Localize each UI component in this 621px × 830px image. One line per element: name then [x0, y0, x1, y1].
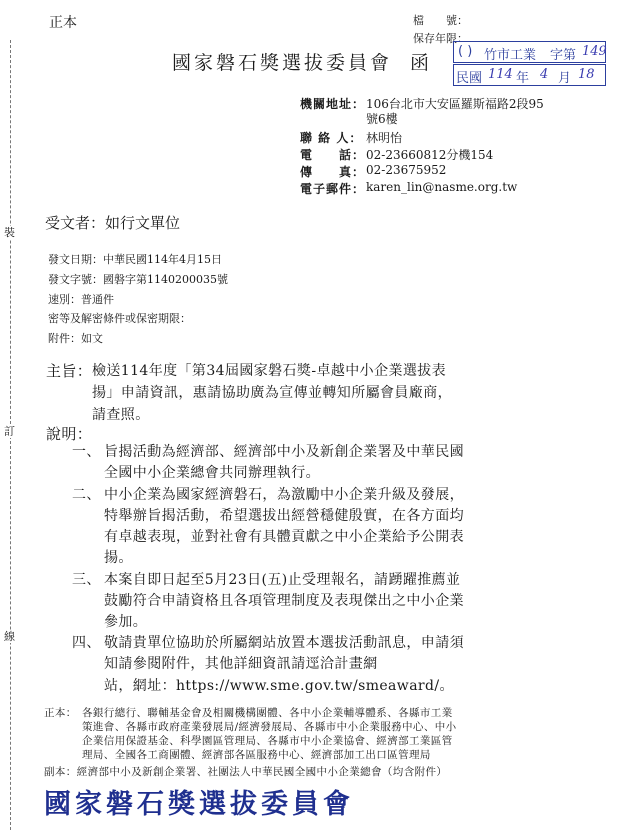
item-line: 敬請貴單位協助於所屬網站放置本選拔活動訊息，申請須	[104, 635, 464, 651]
item-number: 一、	[72, 444, 101, 460]
subject-label: 主旨：	[46, 362, 93, 380]
binding-mark-zhuang: 裝	[4, 226, 15, 239]
contact-person-value: 林明怡	[366, 131, 403, 145]
address-value-line1: 106台北市大安區羅斯福路2段95	[366, 97, 544, 111]
fax-label: 傳 真：	[300, 165, 366, 179]
item-line: 特舉辦旨揭活動，希望選拔出經營穩健殷實，在各方面均	[104, 508, 464, 524]
stamp-year-unit: 年	[516, 71, 530, 86]
retention-label: 保存年限：	[413, 32, 468, 45]
receipt-stamp-row2	[453, 64, 606, 86]
item-number: 二、	[72, 487, 101, 503]
copy-label: 正本	[49, 15, 77, 31]
item-line: 知請參閱附件，其他詳細資訊請逕洽計畫網	[104, 656, 378, 672]
item-line: 鼓勵符合申請資格且各項管理制度及表現傑出之中小企業	[104, 593, 464, 609]
distribution-line: 理局、全國各工商團體、經濟部各區服務中心、經濟部加工出口區管理局	[82, 749, 431, 761]
cc-line: 副本：經濟部中小及新創企業署、社團法人中華民國全國中小企業總會（均含附件）	[44, 766, 448, 778]
stamp-month: 4	[540, 67, 549, 82]
address-value-line2: 號6樓	[366, 112, 398, 126]
issue-date: 發文日期：中華民國114年4月15日	[48, 253, 222, 266]
item-line: 站，網址：https://www.sme.gov.tw/smeaward/。	[104, 678, 454, 694]
item-line: 有卓越表現，並對社會有具體貢獻之中小企業給予公開表	[104, 529, 464, 545]
stamp-number: 149	[582, 44, 607, 59]
document-type: 函	[410, 52, 430, 74]
stamp-word-label: 字第	[550, 48, 577, 63]
subject-line: 請查照。	[92, 407, 150, 423]
email-value: karen_lin@nasme.org.tw	[366, 180, 518, 194]
item-line: 參加。	[104, 614, 148, 630]
stamp-day: 18	[578, 67, 595, 82]
item-number: 四、	[72, 635, 101, 651]
receipt-stamp-row1	[453, 41, 606, 63]
organization-seal: 國家磐石獎選拔委員會	[44, 789, 354, 820]
attachment-note: 附件：如文	[48, 332, 103, 345]
stamp-year: 114	[488, 67, 513, 82]
binding-mark-xian: 線	[4, 630, 15, 643]
item-line: 本案自即日起至5月23日(五)止受理報名，請踴躍推薦並	[104, 572, 461, 588]
fax-value: 02-23675952	[366, 163, 447, 177]
document-number: 發文字號：國磐字第1140200035號	[48, 273, 228, 286]
stamp-era: 民國	[456, 71, 483, 86]
contact-person-label: 聯 絡 人：	[300, 131, 363, 145]
distribution-line: 策進會、各縣市政府產業發展局/經濟發展局、各縣市中小企業服務中心、中小	[82, 721, 457, 733]
address-label: 機關地址：	[300, 97, 366, 111]
subject-line: 揚」申請資訊，惠請協助廣為宣傳並轉知所屬會員廠商，	[92, 385, 452, 401]
explanation-label: 說明：	[46, 425, 93, 443]
item-line: 旨揭活動為經濟部、經濟部中小及新創企業署及中華民國	[104, 444, 464, 460]
item-number: 三、	[72, 572, 101, 588]
recipient: 受文者：如行文單位	[45, 214, 181, 232]
file-number-label: 檔 號：	[413, 14, 468, 27]
stamp-month-unit: 月	[558, 71, 572, 86]
email-label: 電子郵件：	[300, 182, 366, 196]
stamp-org: 竹市工業	[484, 48, 537, 63]
phone-label: 電 話：	[300, 148, 366, 162]
distribution-line: 各銀行總行、聯輔基金會及相關機構團體、各中小企業輔導體系、各縣市工業	[82, 707, 453, 719]
secrecy-level: 密等及解密條件或保密期限：	[48, 312, 191, 325]
distribution-line: 企業信用保證基金、科學園區管理局、各縣市中小企業協會、經濟部工業區管	[82, 735, 453, 747]
phone-value: 02-23660812分機154	[366, 148, 494, 162]
item-line: 中小企業為國家經濟磐石，為激勵中小企業升級及發展，	[104, 487, 464, 503]
speed-class: 速別：普通件	[48, 293, 114, 306]
binding-mark-ding: 訂	[4, 425, 15, 438]
distribution-label: 正本：	[44, 707, 77, 719]
subject-line: 檢送114年度「第34屆國家磐石獎-卓越中小企業選拔表	[92, 363, 447, 379]
item-line: 全國中小企業總會共同辦理執行。	[104, 465, 320, 481]
item-line: 揚。	[104, 550, 133, 566]
issuing-org-title: 國家磐石獎選拔委員會	[172, 52, 393, 74]
stamp-prefix: ( )	[458, 44, 473, 59]
